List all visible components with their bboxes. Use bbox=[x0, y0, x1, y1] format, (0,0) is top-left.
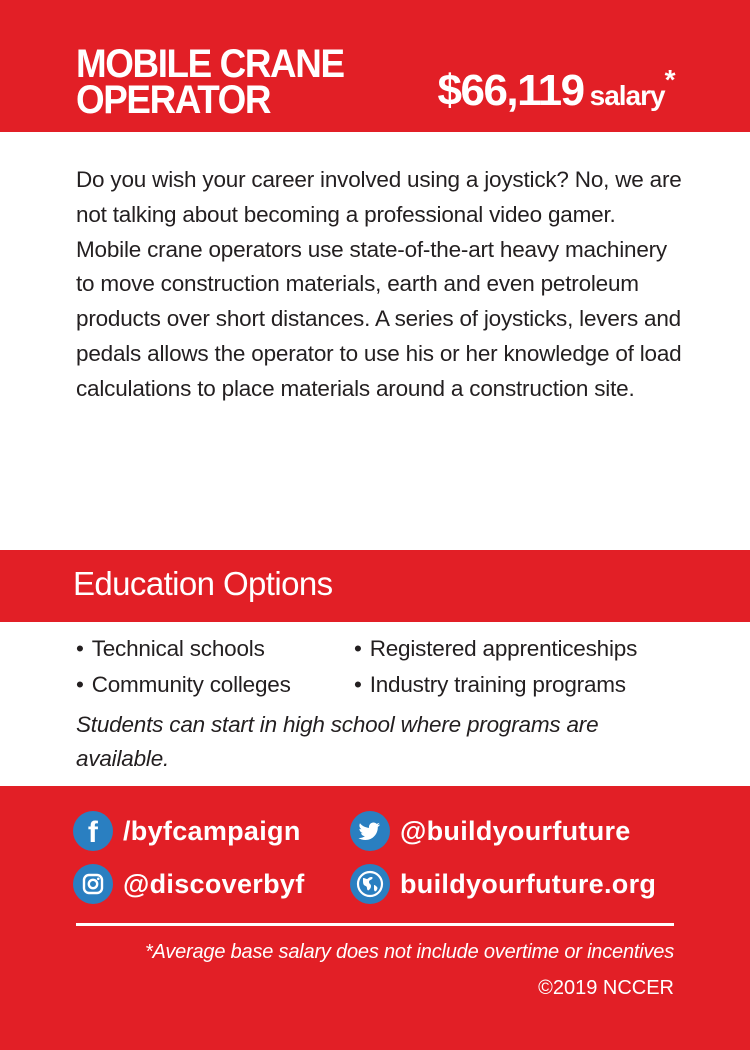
salary-amount: $66,119 bbox=[437, 66, 584, 115]
facebook-link[interactable] bbox=[73, 811, 301, 851]
website-url: buildyourfuture.org bbox=[400, 868, 657, 899]
salary-footnote: *Average base salary does not include overtime or incentives bbox=[144, 941, 674, 963]
facebook-handle: /byfcampaign bbox=[123, 815, 301, 846]
bullet-icon: • bbox=[354, 636, 362, 661]
twitter-handle: @buildyourfuture bbox=[400, 815, 631, 846]
job-description: Do you wish your career involved using a joystick? No, we are not talking about becoming a professional video gamer. Mobile crane operators use state-of-the-art heavy machinery to move construction materials, earth and even petroleum products over short distances. A series of joysticks, levers and pedals allows the operator to use his or her knowledge of load calculations to place materials around a construction site. bbox=[76, 167, 682, 401]
education-option-label: Community colleges bbox=[91, 672, 291, 697]
education-note: Students can start in high school where programs are available. bbox=[76, 712, 599, 771]
education-option-label: Industry training programs bbox=[369, 672, 626, 697]
bullet-icon: • bbox=[76, 672, 84, 697]
list-item bbox=[354, 632, 676, 666]
job-title-line-1: MOBILE CRANE bbox=[76, 42, 344, 86]
education-options-list bbox=[76, 632, 676, 702]
twitter-icon bbox=[350, 811, 390, 851]
salary bbox=[438, 64, 675, 116]
instagram-link[interactable] bbox=[73, 864, 305, 904]
job-title bbox=[76, 42, 380, 122]
list-item bbox=[76, 632, 354, 666]
facebook-icon bbox=[73, 811, 113, 851]
salary-label: salary bbox=[589, 80, 665, 111]
education-heading: Education Options bbox=[73, 565, 333, 602]
website-link[interactable] bbox=[350, 864, 656, 904]
footer-divider bbox=[76, 923, 674, 926]
list-item bbox=[76, 668, 354, 702]
globe-icon bbox=[350, 864, 390, 904]
bullet-icon: • bbox=[76, 636, 84, 661]
twitter-link[interactable] bbox=[350, 811, 631, 851]
instagram-icon bbox=[73, 864, 113, 904]
job-title-line-2: OPERATOR bbox=[76, 78, 271, 122]
education-option-label: Registered apprenticeships bbox=[369, 636, 638, 661]
education-option-label: Technical schools bbox=[91, 636, 265, 661]
instagram-handle: @discoverbyf bbox=[123, 868, 305, 899]
salary-footnote-mark: * bbox=[664, 64, 674, 95]
svg-text:f: f bbox=[87, 816, 99, 849]
list-item bbox=[354, 668, 676, 702]
bullet-icon: • bbox=[354, 672, 362, 697]
copyright: ©2019 NCCER bbox=[538, 977, 674, 999]
